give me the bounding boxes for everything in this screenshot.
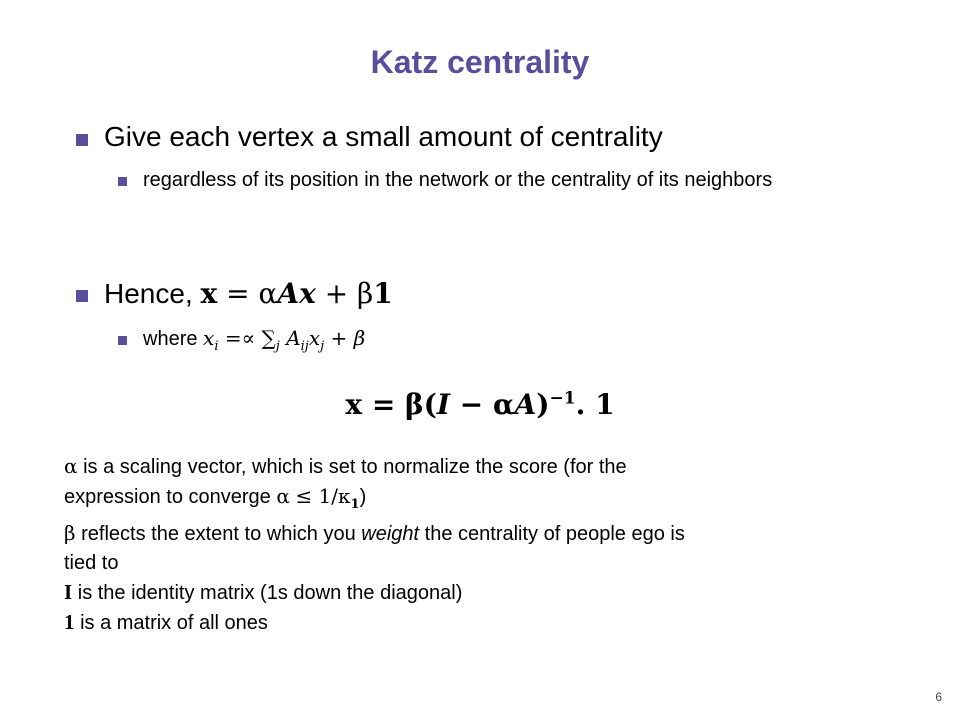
ones-symbol: 1 [64,610,75,634]
alpha-bound: ≤ 1/κ [295,484,351,508]
identity-note-text: is the identity matrix (1s down the diagonal) [77,582,463,604]
katz-formula: x = αAx + β1 [200,277,393,310]
alpha-symbol: α [64,454,78,478]
identity-symbol: I [64,580,73,604]
slide-title: Katz centrality [370,44,590,80]
katz-sum-formula: $x_i =\propto \sum_j$ $A_{ij}x_j + \beta$ [203,326,366,354]
closed-form-equation: $x = \beta(I - \alpha A)^{-1}$. 1 [345,388,615,421]
ones-note-text: is a matrix of all ones [80,612,268,634]
bullet-1-sub-text: regardless of its position in the network or the centrality of its neighbors [143,169,773,191]
alpha-note-text: is a scaling vector, which is set to normalize the score (for the [83,456,627,478]
page-number: 6 [935,690,942,704]
alpha-note-line-1 [64,452,924,482]
bullet-2-text [104,277,393,311]
beta-note-line-2: tied to [64,552,119,574]
identity-note [64,578,924,608]
bullet-2-lead: Hence, [104,278,193,309]
notes-paragraph [64,452,924,638]
bullet-marker [76,290,88,302]
bullet-2-sub-text [143,324,903,361]
ones-note [64,608,924,638]
sub-bullet-marker [118,177,127,186]
bullet-marker [76,134,88,146]
alpha-note-text-2: expression to converge [64,486,271,508]
beta-note-text: reflects the extent to which you [81,523,356,545]
bullet-1-text: Give each vertex a small amount of centrality [104,121,663,152]
alpha-symbol: α [276,484,290,508]
beta-note-line-1 [64,519,924,549]
alpha-note-line-2: expression to converge $\alpha \le 1/\kappa_1$) [64,484,367,512]
sub-bullet-marker [118,336,127,345]
beta-note-emphasis: weight [361,523,420,545]
bullet-2-sub-lead: where [143,328,198,350]
beta-note-text-2: the centrality of people ego is [419,523,685,545]
beta-symbol: β [64,521,76,545]
